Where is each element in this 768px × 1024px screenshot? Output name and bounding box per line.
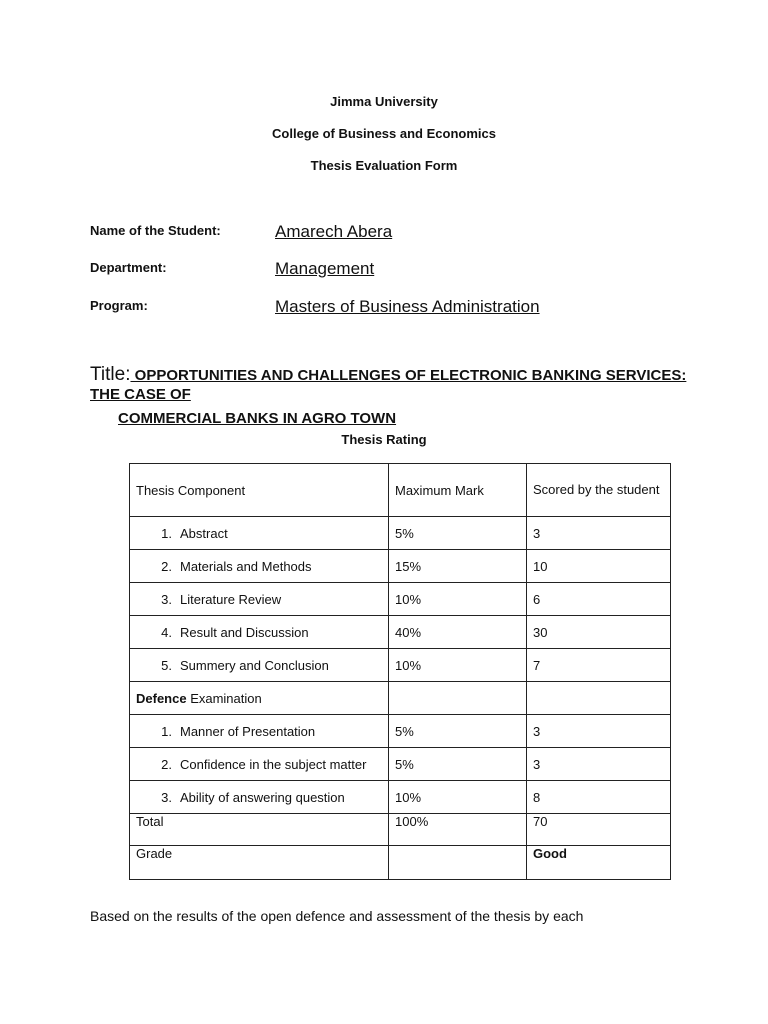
row-max: 5% [389, 715, 527, 748]
row-number: 3. [161, 789, 172, 805]
row-score: 7 [527, 649, 671, 682]
title-colon: : [125, 364, 131, 385]
row-label: Abstract [180, 525, 228, 541]
row-score: 3 [527, 748, 671, 781]
row-number: 2. [161, 756, 172, 772]
title-line-1: OPPORTUNITIES AND CHALLENGES OF ELECTRONIC BANKING SERVICES: THE CASE OF [90, 367, 687, 403]
table-row [130, 616, 671, 649]
total-max: 100% [389, 814, 527, 846]
student-name-value: Amarech Abera [275, 222, 393, 241]
row-number: 1. [161, 723, 172, 739]
row-label: Summery and Conclusion [180, 657, 329, 673]
row-label: Result and Discussion [180, 624, 309, 640]
header-maximum: Maximum Mark [389, 464, 527, 517]
total-row [130, 814, 671, 846]
row-number: 1. [161, 525, 172, 541]
total-score: 70 [527, 814, 671, 846]
table-row [130, 715, 671, 748]
department-label: Department: [90, 260, 167, 275]
student-name-label: Name of the Student: [90, 223, 221, 238]
grade-value: Good [527, 846, 671, 880]
row-label: Materials and Methods [180, 558, 312, 574]
defence-section-row [130, 682, 671, 715]
table-row [130, 649, 671, 682]
row-number: 3. [161, 591, 172, 607]
row-label: Literature Review [180, 591, 282, 607]
row-label: Manner of Presentation [180, 723, 316, 739]
university-name: Jimma University [330, 94, 438, 109]
defence-label-bold: Defence [136, 690, 187, 706]
table-row [130, 748, 671, 781]
table-row [130, 781, 671, 814]
thesis-rating-table [129, 463, 671, 880]
program-value: Masters of Business Administration [275, 297, 540, 316]
title-line-2: COMMERCIAL BANKS IN AGRO TOWN [118, 410, 397, 427]
grade-max [389, 846, 527, 880]
title-label: Title [90, 364, 126, 385]
row-max: 15% [389, 550, 527, 583]
row-max: 10% [389, 781, 527, 814]
row-score: 3 [527, 715, 671, 748]
program-label: Program: [90, 298, 148, 313]
row-max: 10% [389, 583, 527, 616]
row-number: 5. [161, 657, 172, 673]
thesis-rating-title: Thesis Rating [341, 432, 427, 447]
grade-row [130, 846, 671, 880]
table-row [130, 583, 671, 616]
row-score: 30 [527, 616, 671, 649]
row-score: 6 [527, 583, 671, 616]
row-score: 10 [527, 550, 671, 583]
department-value: Management [275, 259, 375, 278]
header-component: Thesis Component [130, 464, 389, 517]
thesis-title [90, 364, 690, 404]
row-max: 40% [389, 616, 527, 649]
footer-paragraph: Based on the results of the open defence and assessment of the thesis by each [90, 908, 584, 924]
row-score: 3 [527, 517, 671, 550]
row-label: Ability of answering question [180, 789, 345, 805]
grade-label: Grade [130, 846, 389, 880]
row-max: 10% [389, 649, 527, 682]
row-number: 4. [161, 624, 172, 640]
table-row [130, 517, 671, 550]
table-header-row [130, 464, 671, 517]
row-number: 2. [161, 558, 172, 574]
college-name: College of Business and Economics [272, 126, 496, 141]
form-title: Thesis Evaluation Form [310, 158, 458, 173]
header-scored: Scored by the student [527, 464, 671, 517]
row-max: 5% [389, 517, 527, 550]
row-max: 5% [389, 748, 527, 781]
table-row [130, 550, 671, 583]
defence-label-rest: Examination [186, 690, 262, 706]
row-label: Confidence in the subject matter [180, 756, 367, 772]
row-score: 8 [527, 781, 671, 814]
total-label: Total [130, 814, 389, 846]
